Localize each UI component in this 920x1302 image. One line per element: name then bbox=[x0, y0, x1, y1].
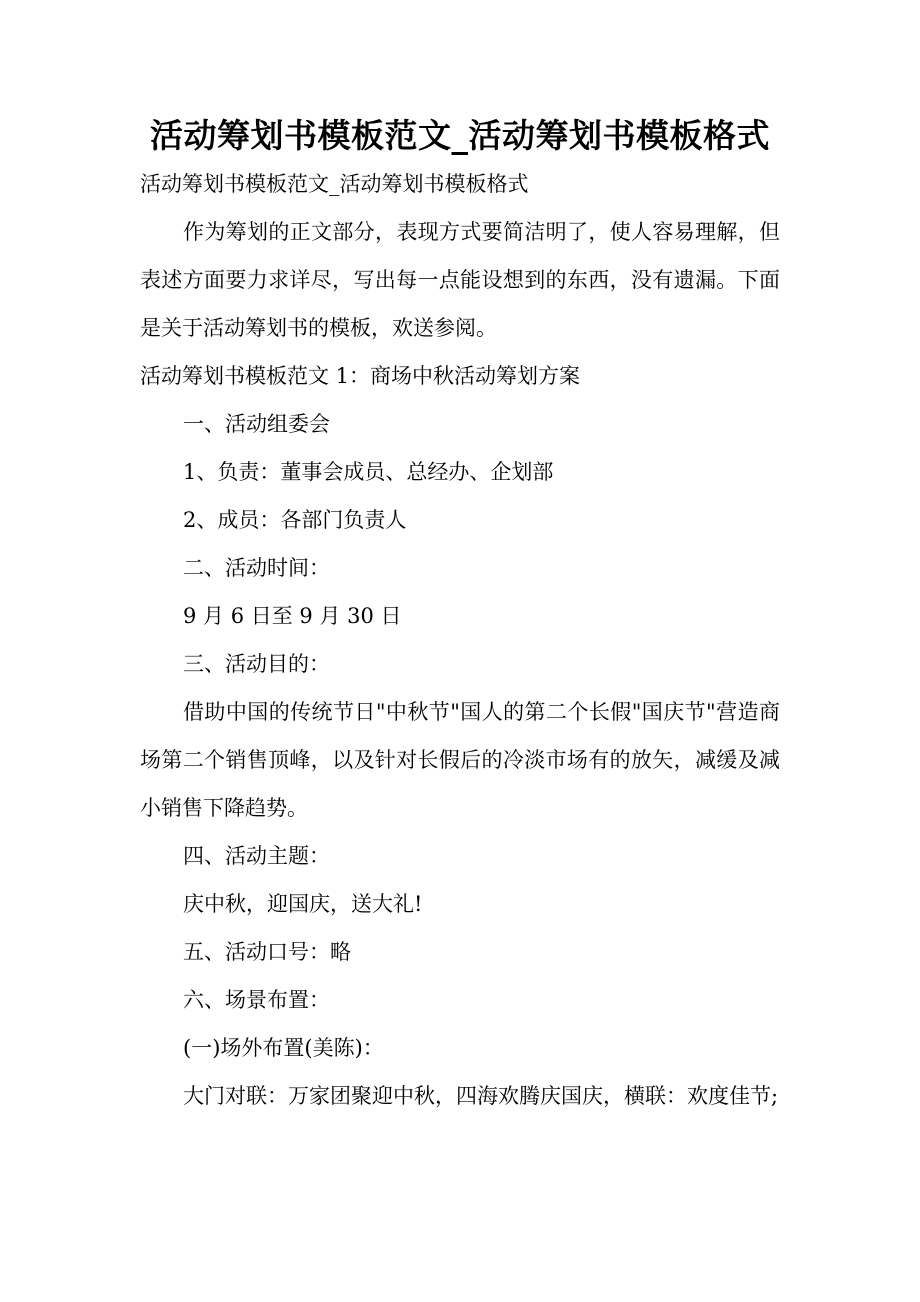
section-heading-theme: 四、活动主题： bbox=[183, 844, 330, 868]
activity-dates: 9 月 6 日至 9 月 30 日 bbox=[183, 604, 402, 628]
subsection-heading-outdoor: (一)场外布置(美陈)： bbox=[183, 1036, 384, 1060]
list-item: 2、成员：各部门负责人 bbox=[183, 508, 407, 532]
purpose-paragraph: 借助中国的传统节日"中秋节"国人的第二个长假"国庆节"营造商场第二个销售顶峰，以及针对长假后的冷淡市场有的放矢，减缓及减小销售下降趋势。 bbox=[140, 700, 780, 820]
section-heading-committee: 一、活动组委会 bbox=[183, 412, 330, 436]
list-item: 1、负责：董事会成员、总经办、企划部 bbox=[183, 460, 554, 484]
section-heading-slogan: 五、活动口号：略 bbox=[183, 940, 351, 964]
section-heading-layout: 六、场景布置： bbox=[183, 988, 330, 1012]
document-title: 活动筹划书模板范文_活动筹划书模板格式 bbox=[150, 116, 770, 155]
sample-heading: 活动筹划书模板范文 1：商场中秋活动筹划方案 bbox=[140, 364, 581, 388]
section-heading-purpose: 三、活动目的： bbox=[183, 652, 330, 676]
section-heading-time: 二、活动时间： bbox=[183, 556, 330, 580]
document-subtitle: 活动筹划书模板范文_活动筹划书模板格式 bbox=[140, 172, 529, 196]
outdoor-layout-paragraph: 大门对联：万家团聚迎中秋，四海欢腾庆国庆，横联：欢度佳节; bbox=[183, 1084, 779, 1108]
intro-paragraph: 作为筹划的正文部分，表现方式要简洁明了，使人容易理解，但表述方面要力求详尽，写出每一点能设想到的东西，没有遗漏。下面是关于活动筹划书的模板，欢送参阅。 bbox=[140, 220, 780, 340]
theme-content: 庆中秋，迎国庆，送大礼! bbox=[183, 892, 423, 916]
